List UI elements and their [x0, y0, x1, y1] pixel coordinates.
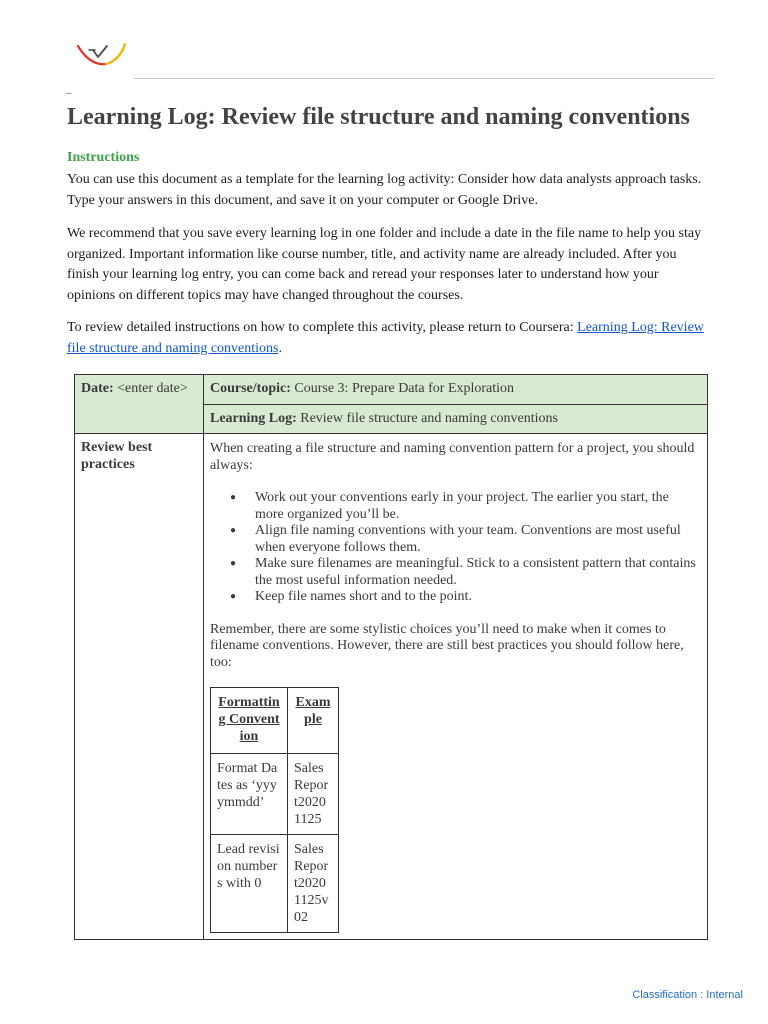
- remember-note: Remember, there are some stylistic choices you’ll need to make when it comes to filename conventions. However, there are still best practices you should follow here, too:: [210, 621, 684, 670]
- section-intro: When creating a file structure and naming convention pattern for a project, you should always:: [210, 441, 695, 473]
- list-item: ● Make sure filenames are meaningful. Stick to a consistent pattern that contains the most useful information needed.: [255, 556, 701, 589]
- instructions-heading: Instructions: [67, 150, 140, 165]
- table-row: [211, 754, 339, 835]
- response-cell[interactable]: [204, 434, 708, 940]
- section-label: Review best practices: [81, 440, 153, 472]
- instructions-paragraph-3: [67, 318, 707, 359]
- course-topic-label: Course/topic:: [210, 381, 291, 396]
- conventions-header-convention: Formatting Convention: [211, 688, 288, 754]
- instructions-paragraph-1: You can use this document as a template for the learning log activity: Consider how data analysts approach tasks. Type your answers in this document, and save it on your computer or Google Drive.: [67, 172, 702, 208]
- convention-cell: Lead revision numbers with 0: [211, 835, 288, 933]
- conventions-header-example: Example: [288, 688, 339, 754]
- header-dash: _: [66, 83, 72, 95]
- date-cell[interactable]: [75, 375, 204, 434]
- coursera-activity-link[interactable]: Learning Log: Review file structure and naming conventions: [67, 320, 704, 356]
- list-item: ● Work out your conventions early in your project. The earlier you start, the more organized you’ll be.: [255, 490, 701, 523]
- instructions-paragraph-3-text: To review detailed instructions on how to complete this activity, please return to Coursera:: [67, 320, 578, 335]
- learning-log-label: Learning Log:: [210, 410, 297, 426]
- header-divider: [134, 78, 714, 79]
- classification-label: Classification : Internal: [632, 989, 743, 1001]
- list-item: ● Keep file names short and to the point.: [255, 589, 701, 606]
- example-cell: SalesReport20201125: [288, 754, 339, 835]
- learning-log-value: Review file structure and naming conventions: [296, 410, 558, 426]
- date-value: <enter date>: [113, 381, 188, 396]
- convention-cell: Format Dates as ‘yyyymmdd’: [211, 754, 288, 835]
- course-topic-cell: [204, 375, 708, 405]
- table-row: [211, 835, 339, 933]
- list-item: ● Align file naming conventions with your team. Conventions are most useful when everyone follows them.: [255, 523, 701, 556]
- date-label: Date:: [81, 381, 114, 396]
- best-practices-list: [210, 490, 701, 606]
- conventions-table: [210, 687, 339, 933]
- course-topic-value: Course 3: Prepare Data for Exploration: [290, 381, 515, 396]
- learning-log-table: [74, 374, 708, 940]
- instructions-paragraph-3-suffix: .: [278, 340, 282, 356]
- coursera-checkmark-logo-icon: [74, 36, 130, 72]
- page-title: Learning Log: Review file structure and naming conventions: [67, 104, 690, 130]
- section-label-cell: [75, 434, 204, 940]
- example-cell: SalesReport20201125v02: [288, 835, 339, 933]
- learning-log-cell: [204, 404, 708, 434]
- instructions-paragraph-2: We recommend that you save every learning log in one folder and include a date in the file name to help you stay organized. Important information like course number, title, and activity name are already included. After you finish your learning log entry, you can come back and reread your responses later to understand how your opinions on different topics may have changed throughout the courses.: [67, 226, 702, 303]
